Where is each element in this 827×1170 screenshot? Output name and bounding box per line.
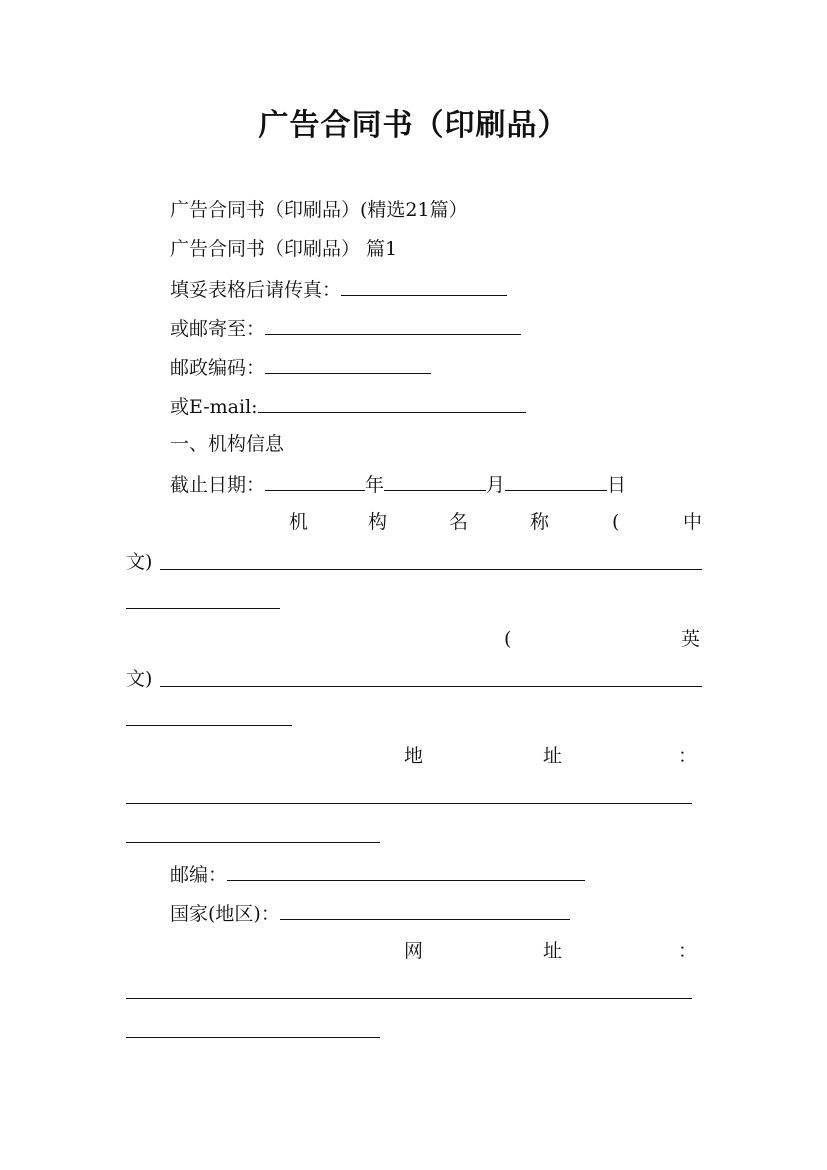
website-blank-1[interactable] [126,998,692,999]
section-heading: 广告合同书（印刷品） 篇1 [170,238,398,260]
country-blank[interactable] [280,900,570,920]
website-char-1: 网 [404,940,424,962]
mail-row [170,315,521,341]
country-row [170,900,570,926]
org-name-cn-char-5: ( [612,511,620,533]
deadline-month-blank[interactable] [384,471,486,491]
subtitle-line: 广告合同书（印刷品）(精选21篇） [170,199,468,221]
email-row [170,393,526,419]
fax-blank[interactable] [341,276,507,296]
org-name-en-char-1: ( [504,628,512,650]
document-title: 广告合同书（印刷品） [258,108,569,143]
org-name-cn-char-1: 机 [289,511,309,533]
org-name-cn-tail: 文) [126,551,153,573]
month-label: 月 [486,474,506,496]
address-blank-1[interactable] [126,803,692,804]
org-info-heading: 一、机构信息 [170,433,285,455]
postcode-blank[interactable] [227,861,585,881]
email-blank[interactable] [258,393,526,413]
zip-row [170,354,431,380]
address-colon: ： [678,745,698,767]
deadline-day-blank[interactable] [505,471,607,491]
org-name-en-blank-1[interactable] [160,686,702,687]
zip-label: 邮政编码： [170,357,266,379]
address-char-1: 地 [404,745,424,767]
org-name-cn-char-4: 称 [530,511,550,533]
address-char-2: 址 [543,745,563,767]
fax-row [170,276,507,302]
deadline-row [170,471,626,497]
year-label: 年 [365,474,385,496]
day-label: 日 [607,474,627,496]
org-name-cn-blank-2[interactable] [126,608,280,609]
org-name-cn-blank-1[interactable] [160,569,702,570]
org-name-cn-char-6: 中 [683,511,703,533]
mail-blank[interactable] [265,315,521,335]
country-label: 国家(地区)： [170,903,280,925]
org-name-en-char-2: 英 [681,628,701,650]
org-name-cn-char-3: 名 [449,511,469,533]
deadline-label: 截止日期： [170,474,266,496]
address-blank-2[interactable] [126,842,380,843]
org-name-en-tail: 文) [126,668,153,690]
website-colon: ： [678,940,698,962]
org-name-en-blank-2[interactable] [126,725,292,726]
postcode-label: 邮编： [170,864,228,886]
fax-label: 填妥表格后请传真： [170,279,342,301]
postcode-row [170,861,585,887]
website-blank-2[interactable] [126,1037,380,1038]
website-char-2: 址 [543,940,563,962]
zip-blank[interactable] [265,354,431,374]
email-label: 或E-mail: [170,396,258,418]
mail-label: 或邮寄至： [170,318,266,340]
deadline-year-blank[interactable] [265,471,365,491]
org-name-cn-char-2: 构 [368,511,388,533]
